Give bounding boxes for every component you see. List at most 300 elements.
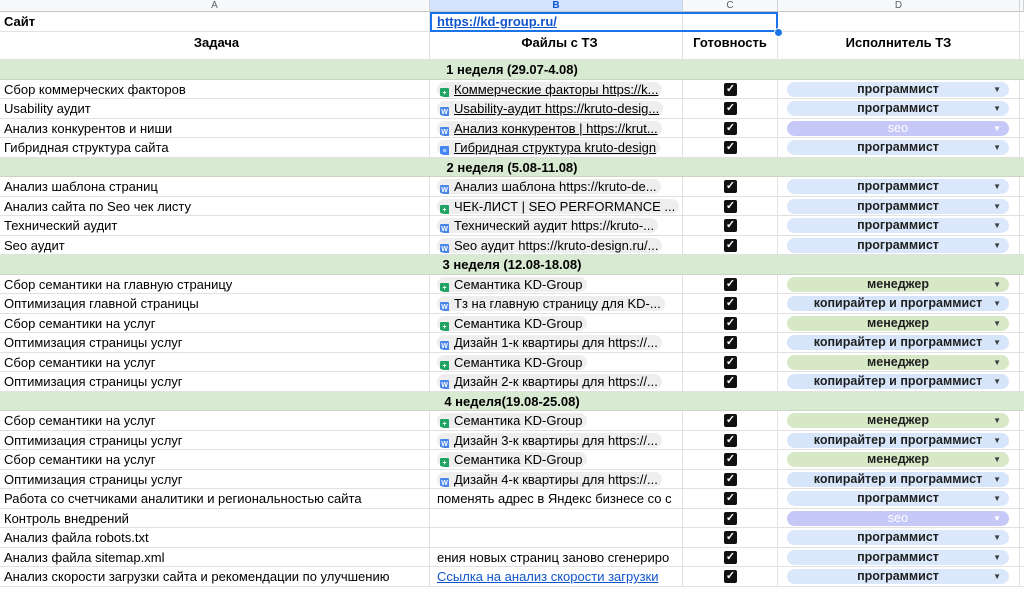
column-header-b[interactable]: B (430, 0, 683, 12)
task-row (0, 294, 1024, 314)
executor-label: копирайтер и программист (813, 374, 983, 388)
file-note-text: ения новых страниц заново сгенериро (437, 549, 670, 565)
file-cell[interactable] (430, 99, 683, 119)
file-cell[interactable] (430, 275, 683, 295)
empty-cell-e[interactable] (1020, 509, 1024, 529)
file-cell[interactable] (430, 216, 683, 236)
done-cell (683, 216, 778, 236)
file-chip-label: Технический аудит https://kruto-... (454, 218, 655, 233)
header-done[interactable]: Готовность (683, 32, 778, 60)
empty-cell-e[interactable] (1020, 119, 1024, 139)
task-row (0, 548, 1024, 568)
empty-cell-e[interactable] (1020, 294, 1024, 314)
task-row (0, 333, 1024, 353)
chevron-down-icon: ▼ (993, 513, 1001, 523)
executor-cell (778, 411, 1020, 431)
empty-cell-e[interactable] (1020, 275, 1024, 295)
empty-cell-e[interactable] (1020, 372, 1024, 392)
chevron-down-icon: ▼ (993, 552, 1001, 562)
chevron-down-icon: ▼ (993, 279, 1001, 289)
executor-dropdown[interactable] (787, 238, 1009, 253)
done-cell (683, 470, 778, 490)
task-name-cell[interactable]: Сбор семантики на услуг (0, 314, 430, 334)
done-checkbox[interactable]: ✓ (725, 355, 736, 368)
executor-label: менеджер (867, 413, 929, 427)
executor-cell (778, 294, 1020, 314)
task-name-cell[interactable]: Usability аудит (0, 99, 430, 119)
empty-cell-e[interactable] (1020, 197, 1024, 217)
chevron-down-icon: ▼ (993, 416, 1001, 425)
task-name-cell[interactable]: Оптимизация страницы услуг (0, 431, 430, 451)
chevron-down-icon: ▼ (993, 572, 1001, 581)
chevron-down-icon: ▼ (993, 104, 1001, 113)
task-row (0, 470, 1024, 490)
chevron-down-icon: ▼ (993, 435, 1001, 445)
task-row (0, 411, 1024, 431)
executor-dropdown[interactable] (787, 491, 1009, 506)
executor-label: менеджер (867, 354, 929, 369)
done-cell (683, 333, 778, 353)
executor-label: программист (857, 140, 939, 154)
executor-label: программист (857, 530, 939, 544)
sheets-icon: + (440, 88, 449, 97)
executor-dropdown[interactable] (787, 452, 1009, 467)
task-name-cell[interactable]: Оптимизация страницы услуг (0, 333, 430, 353)
empty-cell-e[interactable] (1020, 236, 1024, 256)
done-cell (683, 236, 778, 256)
executor-label: программист (857, 237, 939, 252)
empty-cell-e[interactable] (1020, 489, 1024, 509)
executor-dropdown[interactable] (787, 335, 1009, 350)
file-cell[interactable] (430, 80, 683, 100)
file-cell[interactable] (430, 470, 683, 490)
done-cell (683, 489, 778, 509)
empty-cell-e[interactable] (1020, 411, 1024, 431)
file-chip-label: Дизайн 3-к квартиры для https://... (454, 432, 658, 448)
task-row (0, 119, 1024, 139)
week-row (0, 60, 1024, 80)
executor-dropdown[interactable] (787, 374, 1009, 389)
sheets-icon: + (440, 361, 449, 370)
done-cell (683, 119, 778, 139)
task-row (0, 275, 1024, 295)
empty-cell-e[interactable] (1020, 138, 1024, 158)
executor-label: копирайтер и программист (813, 432, 983, 447)
file-chip-label: Семантика KD-Group (454, 452, 583, 467)
done-cell (683, 548, 778, 568)
task-name-cell[interactable]: Анализ шаблона страниц (0, 177, 430, 197)
site-empty-e[interactable] (1020, 12, 1024, 32)
file-chip-label: Usability-аудит https://kruto-desig... (454, 101, 660, 116)
executor-label: seo (887, 510, 909, 525)
task-name-cell[interactable]: Сбор семантики на услуг (0, 411, 430, 431)
done-cell (683, 353, 778, 373)
empty-cell-e[interactable] (1020, 314, 1024, 334)
file-cell[interactable] (430, 353, 683, 373)
file-chip-label: ЧЕК-ЛИСТ | SEO PERFORMANCE ... (454, 198, 676, 214)
executor-cell (778, 99, 1020, 119)
task-row (0, 236, 1024, 256)
done-cell (683, 450, 778, 470)
done-checkbox[interactable]: ✓ (725, 277, 736, 290)
executor-cell (778, 119, 1020, 139)
site-label[interactable]: Сайт (0, 12, 430, 32)
done-checkbox[interactable]: ✓ (725, 297, 736, 309)
file-chip[interactable] (437, 472, 662, 487)
file-chip[interactable] (437, 218, 658, 233)
done-checkbox[interactable]: ✓ (725, 472, 736, 485)
executor-dropdown[interactable] (787, 511, 1009, 526)
executor-label: копирайтер и программист (813, 335, 983, 349)
file-cell[interactable] (430, 567, 683, 587)
week-title[interactable]: 1 неделя (29.07-4.08) (0, 60, 1024, 80)
task-name-cell[interactable]: Анализ файла robots.txt (0, 528, 430, 548)
task-row (0, 80, 1024, 100)
chevron-down-icon: ▼ (993, 533, 1001, 542)
file-chip-label: Семантика KD-Group (454, 276, 583, 292)
week-title[interactable]: 3 неделя (12.08-18.08) (0, 255, 1024, 275)
done-checkbox[interactable]: ✓ (725, 414, 736, 426)
file-chip-label: Тз на главную страницу для KD-... (454, 296, 661, 311)
word-icon: W (441, 440, 448, 448)
chevron-down-icon: ▼ (993, 377, 1001, 386)
executor-dropdown[interactable] (787, 433, 1009, 448)
chevron-down-icon: ▼ (993, 455, 1001, 464)
task-name-cell[interactable]: Технический аудит (0, 216, 430, 236)
executor-cell (778, 431, 1020, 451)
chevron-down-icon: ▼ (993, 182, 1001, 191)
chevron-down-icon: ▼ (993, 299, 1001, 308)
file-chip-label: Дизайн 2-к квартиры для https://... (454, 374, 658, 389)
file-chip[interactable] (437, 355, 587, 370)
task-name-cell[interactable]: Сбор семантики на главную страницу (0, 275, 430, 295)
week-row (0, 158, 1024, 178)
column-header-d[interactable]: D (778, 0, 1020, 12)
file-chip[interactable] (437, 374, 662, 389)
done-checkbox[interactable]: ✓ (725, 570, 736, 582)
file-chip[interactable] (437, 413, 587, 428)
task-row (0, 528, 1024, 548)
task-row (0, 353, 1024, 373)
done-checkbox[interactable]: ✓ (725, 82, 736, 95)
done-checkbox[interactable]: ✓ (725, 453, 736, 465)
word-icon: W (441, 245, 448, 253)
executor-dropdown[interactable] (787, 296, 1009, 311)
executor-cell (778, 333, 1020, 353)
executor-label: менеджер (867, 452, 929, 466)
task-row (0, 177, 1024, 197)
task-name-cell[interactable]: Сбор коммерческих факторов (0, 80, 430, 100)
done-cell (683, 314, 778, 334)
done-cell (683, 99, 778, 119)
file-cell[interactable] (430, 411, 683, 431)
column-header-c[interactable]: C (683, 0, 778, 12)
task-row (0, 216, 1024, 236)
done-checkbox[interactable]: ✓ (725, 180, 736, 192)
file-cell[interactable] (430, 333, 683, 353)
executor-label: программист (857, 179, 939, 193)
chevron-down-icon: ▼ (993, 357, 1001, 367)
header-empty-e[interactable] (1020, 32, 1024, 60)
done-checkbox[interactable]: ✓ (725, 219, 736, 231)
executor-cell (778, 314, 1020, 334)
executor-dropdown[interactable] (787, 530, 1009, 545)
header-files[interactable]: Файлы с ТЗ (430, 32, 683, 60)
file-chip[interactable] (437, 199, 679, 214)
sheets-icon: + (440, 419, 449, 428)
executor-dropdown[interactable] (787, 569, 1009, 584)
task-row (0, 509, 1024, 529)
file-chip-label: Семантика KD-Group (454, 354, 583, 370)
executor-label: программист (857, 569, 939, 583)
file-cell[interactable] (430, 294, 683, 314)
file-chip-label: Семантика KD-Group (454, 413, 583, 428)
week-row (0, 255, 1024, 275)
empty-cell-e[interactable] (1020, 353, 1024, 373)
executor-cell (778, 236, 1020, 256)
task-name-cell[interactable]: Анализ скорости загрузки сайта и рекомендации по улучшению (0, 567, 430, 587)
done-checkbox[interactable]: ✓ (725, 375, 736, 387)
task-name-cell[interactable]: Оптимизация страницы услуг (0, 372, 430, 392)
done-cell (683, 372, 778, 392)
executor-label: копирайтер и программист (813, 296, 983, 310)
file-cell[interactable] (430, 450, 683, 470)
chevron-down-icon: ▼ (993, 494, 1001, 503)
empty-cell-e[interactable] (1020, 216, 1024, 236)
done-checkbox[interactable]: ✓ (725, 316, 736, 329)
done-cell (683, 197, 778, 217)
file-cell[interactable] (430, 548, 683, 568)
week-title[interactable]: 2 неделя (5.08-11.08) (0, 158, 1024, 178)
word-icon: W (441, 382, 448, 389)
done-cell (683, 567, 778, 587)
empty-cell-e[interactable] (1020, 80, 1024, 100)
done-checkbox[interactable]: ✓ (725, 550, 736, 563)
chevron-down-icon: ▼ (993, 201, 1001, 211)
executor-dropdown[interactable] (787, 101, 1009, 116)
executor-cell (778, 528, 1020, 548)
task-name-cell[interactable]: Оптимизация страницы услуг (0, 470, 430, 490)
executor-label: копирайтер и программист (813, 471, 983, 486)
done-checkbox[interactable]: ✓ (725, 199, 736, 212)
executor-dropdown[interactable] (787, 218, 1009, 233)
executor-cell (778, 567, 1020, 587)
file-cell[interactable] (430, 197, 683, 217)
executor-dropdown[interactable] (787, 179, 1009, 194)
file-cell[interactable] (430, 528, 683, 548)
executor-dropdown[interactable] (787, 472, 1009, 487)
file-cell[interactable] (430, 509, 683, 529)
file-chip[interactable] (437, 296, 665, 311)
header-row (0, 32, 1024, 60)
empty-cell-e[interactable] (1020, 431, 1024, 451)
file-chip-label: Гибридная структура kruto-design (454, 140, 657, 155)
task-name-cell[interactable]: Seo аудит (0, 236, 430, 256)
task-name-cell[interactable]: Анализ конкурентов и ниши (0, 119, 430, 139)
task-name-cell[interactable]: Оптимизация главной страницы (0, 294, 430, 314)
executor-label: программист (857, 198, 939, 213)
word-icon: W (441, 304, 448, 311)
executor-dropdown[interactable] (787, 199, 1009, 214)
executor-cell (778, 372, 1020, 392)
word-icon: W (441, 479, 448, 487)
selected-cell-outline (430, 12, 778, 32)
word-icon: W (441, 109, 448, 116)
file-chip[interactable] (437, 433, 662, 448)
file-cell[interactable] (430, 431, 683, 451)
executor-cell (778, 548, 1020, 568)
file-cell[interactable] (430, 372, 683, 392)
file-chip-label: Коммерческие факторы https://k... (454, 81, 659, 97)
executor-dropdown[interactable] (787, 140, 1009, 155)
file-chip[interactable] (437, 101, 663, 116)
done-cell (683, 431, 778, 451)
sheets-icon: + (440, 205, 449, 214)
file-chip[interactable] (437, 316, 587, 331)
done-checkbox[interactable]: ✓ (725, 511, 736, 524)
task-row (0, 314, 1024, 334)
chevron-down-icon: ▼ (993, 84, 1001, 94)
task-name-cell[interactable]: Работа со счетчиками аналитики и региональностью сайта (0, 489, 430, 509)
done-checkbox[interactable]: ✓ (725, 238, 736, 251)
word-icon: W (441, 226, 448, 233)
file-chip-label: Дизайн 1-к квартиры для https://... (454, 335, 658, 350)
executor-label: программист (857, 491, 939, 505)
done-checkbox[interactable]: ✓ (725, 121, 736, 134)
speed-analysis-link[interactable]: Ссылка на анализ скорости загрузки (437, 569, 659, 584)
executor-dropdown[interactable] (787, 82, 1009, 97)
file-chip-label: Seo аудит https://kruto-design.ru/... (454, 237, 659, 253)
file-chip-label: Анализ конкурентов | https://krut... (454, 120, 658, 136)
executor-cell (778, 216, 1020, 236)
done-checkbox[interactable]: ✓ (725, 531, 736, 543)
empty-cell-e[interactable] (1020, 177, 1024, 197)
file-chip-label: Семантика KD-Group (454, 315, 583, 331)
chevron-down-icon: ▼ (993, 318, 1001, 328)
file-chip[interactable] (437, 179, 661, 194)
task-row (0, 450, 1024, 470)
sheets-icon: + (440, 283, 449, 292)
file-cell[interactable] (430, 236, 683, 256)
executor-cell (778, 197, 1020, 217)
word-icon: W (441, 128, 448, 136)
done-cell (683, 138, 778, 158)
word-icon: W (441, 187, 448, 194)
chevron-down-icon: ▼ (993, 474, 1001, 484)
file-chip[interactable] (437, 238, 662, 253)
empty-cell-e[interactable] (1020, 567, 1024, 587)
header-executor[interactable]: Исполнитель ТЗ (778, 32, 1020, 60)
executor-cell (778, 450, 1020, 470)
task-name-cell[interactable]: Сбор семантики на услуг (0, 353, 430, 373)
task-row (0, 138, 1024, 158)
done-cell (683, 275, 778, 295)
executor-label: seo (887, 120, 909, 135)
site-url-link[interactable]: https://kd-group.ru/ (437, 14, 557, 29)
fill-handle[interactable] (774, 28, 783, 37)
done-checkbox[interactable]: ✓ (725, 492, 736, 504)
task-name-cell[interactable]: Контроль внедрений (0, 509, 430, 529)
executor-label: программист (857, 81, 939, 96)
file-chip[interactable] (437, 452, 587, 467)
sheets-icon: + (440, 322, 449, 331)
header-task[interactable]: Задача (0, 32, 430, 60)
task-name-cell[interactable]: Анализ файла sitemap.xml (0, 548, 430, 568)
done-checkbox[interactable]: ✓ (725, 433, 736, 446)
file-chip[interactable] (437, 335, 662, 350)
task-name-cell[interactable]: Анализ сайта по Seo чек листу (0, 197, 430, 217)
word-icon: W (441, 343, 448, 350)
file-cell[interactable] (430, 119, 683, 139)
file-cell[interactable] (430, 314, 683, 334)
task-name-cell[interactable]: Гибридная структура сайта (0, 138, 430, 158)
file-cell[interactable] (430, 489, 683, 509)
empty-cell-e[interactable] (1020, 99, 1024, 119)
empty-cell-e[interactable] (1020, 333, 1024, 353)
executor-label: менеджер (867, 315, 929, 330)
executor-dropdown[interactable] (787, 550, 1009, 565)
file-cell[interactable] (430, 177, 683, 197)
file-chip-label: Дизайн 4-к квартиры для https://... (454, 471, 658, 487)
executor-cell (778, 138, 1020, 158)
chevron-down-icon: ▼ (993, 240, 1001, 250)
chevron-down-icon: ▼ (993, 143, 1001, 152)
done-cell (683, 528, 778, 548)
site-empty-d[interactable] (778, 12, 1020, 32)
done-cell (683, 411, 778, 431)
executor-dropdown[interactable] (787, 413, 1009, 428)
week-title[interactable]: 4 неделя(19.08-25.08) (0, 392, 1024, 412)
executor-label: программист (857, 101, 939, 115)
executor-dropdown[interactable] (787, 316, 1009, 331)
column-header-a[interactable]: A (0, 0, 430, 12)
sheets-icon: + (440, 458, 449, 467)
file-chip[interactable] (437, 277, 587, 292)
task-row (0, 489, 1024, 509)
executor-label: программист (857, 218, 939, 232)
executor-dropdown[interactable] (787, 277, 1009, 292)
task-row (0, 197, 1024, 217)
done-checkbox[interactable]: ✓ (725, 336, 736, 348)
task-row (0, 372, 1024, 392)
executor-cell (778, 509, 1020, 529)
column-header-e[interactable] (1020, 0, 1024, 12)
docs-icon: ≡ (440, 146, 449, 155)
task-name-cell[interactable]: Сбор семантики на услуг (0, 450, 430, 470)
file-cell[interactable] (430, 138, 683, 158)
file-chip[interactable] (437, 82, 662, 97)
empty-cell-e[interactable] (1020, 470, 1024, 490)
executor-dropdown[interactable] (787, 355, 1009, 370)
chevron-down-icon: ▼ (993, 123, 1001, 133)
file-note-text: поменять адрес в Яндекс бизнесе со с (437, 491, 672, 506)
executor-cell (778, 177, 1020, 197)
task-row (0, 567, 1024, 587)
done-checkbox[interactable]: ✓ (725, 102, 736, 114)
empty-cell-e[interactable] (1020, 528, 1024, 548)
executor-cell (778, 80, 1020, 100)
file-chip[interactable] (437, 121, 662, 136)
file-chip[interactable] (437, 140, 660, 155)
done-checkbox[interactable]: ✓ (725, 141, 736, 153)
empty-cell-e[interactable] (1020, 548, 1024, 568)
executor-cell (778, 470, 1020, 490)
file-chip-label: Анализ шаблона https://kruto-de... (454, 179, 657, 194)
week-row (0, 392, 1024, 412)
executor-dropdown[interactable] (787, 121, 1009, 136)
chevron-down-icon: ▼ (993, 221, 1001, 230)
empty-cell-e[interactable] (1020, 450, 1024, 470)
